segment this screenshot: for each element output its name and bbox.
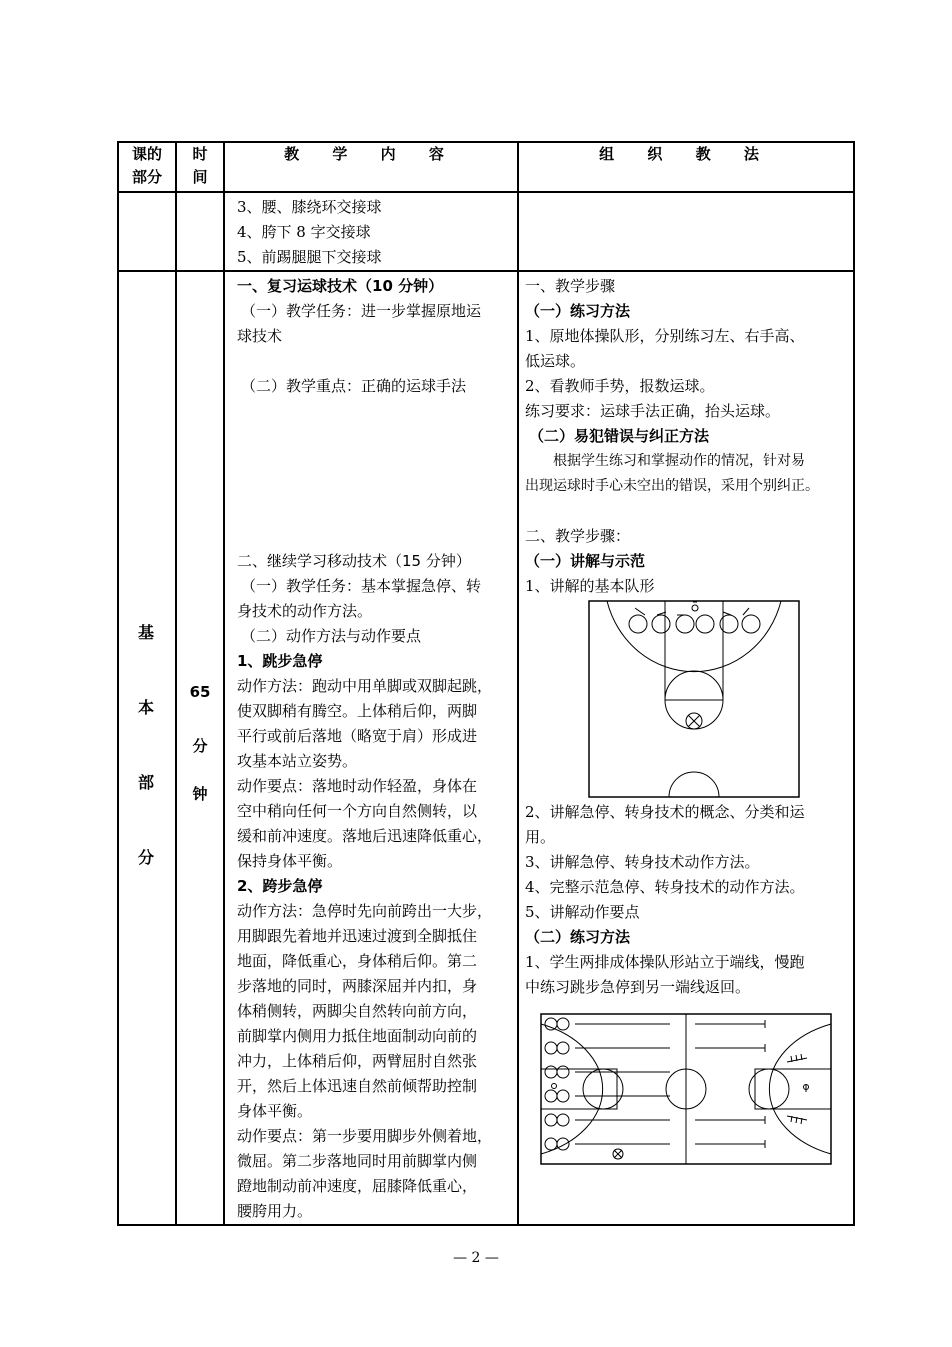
cell-main-content [224,271,518,1225]
text-line: 身技术的动作方法。 [237,602,373,620]
section-title: 二、教学步骤： [525,527,631,545]
text-line: 体稍侧转，两脚尖自然转向前方向， [237,1002,478,1020]
header-method [518,142,854,192]
text-line: 练习要求：运球手法正确，抬头运球。 [525,402,781,420]
text-line: 蹬地制动前冲速度，屈膝降低重心， [237,1177,478,1195]
header-part [118,142,176,192]
text-line: 前脚掌内侧用力抵住地面制动向前的 [237,1027,478,1045]
text-line: 用脚跟先着地并迅速过渡到全脚抵住 [237,927,478,945]
text-line: 2、看教师手势，报数运球。 [525,377,715,395]
spacer [237,449,511,474]
header-method-label: 组 织 教 法 [599,145,773,163]
text-line: 冲力，上体稍后仰，两臂屈肘自然张 [237,1052,478,1070]
text-line: 腰胯用力。 [237,1202,313,1220]
text-line: 攻基本站立姿势。 [237,752,358,770]
text-line: 保持身体平衡。 [237,852,343,870]
section-title: 二、继续学习移动技术（15 分钟） [237,552,471,570]
table-row-main [118,271,854,1225]
text-line: 动作方法：跑动中用单脚或双脚起跳， [237,677,493,695]
cell-time-empty [176,192,224,271]
header-time-line2: 间 [192,168,208,186]
cell-warmup-content [224,192,518,271]
text-line: 4、完整示范急停、转身技术的动作方法。 [525,878,805,896]
half-court-formation-diagram [525,600,849,800]
header-part-line1: 课的 [131,145,162,163]
list-item: 3、腰、膝绕环交接球 [237,198,382,216]
header-time [176,142,224,192]
spacer [237,524,511,549]
time-unit-char: 分 [192,737,208,755]
text-line: 1、原地体操队形，分别练习左、右手高、 [525,327,805,345]
subsection-title: （二）练习方法 [525,928,631,946]
part-label-char: 本 [138,698,155,717]
table-row-warmup [118,192,854,271]
spacer [237,399,511,424]
text-line: 动作方法：急停时先向前跨出一大步， [237,902,493,920]
text-line: 地面，降低重心，身体稍后仰。第二 [237,952,478,970]
text-line: 出现运球时手心未空出的错误，采用个别纠正。 [525,478,819,494]
text-line: 使双脚稍有腾空。上体稍后仰，两脚 [237,702,478,720]
header-content [224,142,518,192]
text-line: 空中稍向任何一个方向自然侧转，以 [237,802,478,820]
part-label-char: 分 [138,848,155,867]
cell-part-main [118,271,176,1225]
cell-warmup-method-empty [518,192,854,271]
text-line: 1、讲解的基本队形 [525,577,655,595]
text-line: 中练习跳步急停到另一端线返回。 [525,978,751,996]
table-header-row [118,142,854,192]
list-item: 4、胯下 8 字交接球 [237,223,371,241]
text-line: 2、讲解急停、转身技术的概念、分类和运 [525,803,805,821]
page-number: — 2 — [453,1250,499,1266]
text-line: 身体平衡。 [237,1102,313,1120]
text-line: （一）教学任务：基本掌握急停、转 [241,577,482,595]
time-value: 65 [189,683,211,701]
subsection-title: （一）讲解与示范 [525,552,646,570]
text-line: 用。 [525,828,556,846]
text-line: （二）教学重点：正确的运球手法 [241,377,467,395]
spacer [237,474,511,499]
part-label-char: 部 [138,773,155,792]
subsection-title: 2、跨步急停 [237,877,323,895]
time-unit-char: 钟 [192,785,208,803]
cell-part-empty [118,192,176,271]
text-line: 3、讲解急停、转身技术动作方法。 [525,853,760,871]
text-line: 低运球。 [525,352,586,370]
header-part-line2: 部分 [131,168,162,186]
list-item: 5、前踢腿腿下交接球 [237,248,382,266]
cell-main-method [518,271,854,1225]
text-line: 5、讲解动作要点 [525,903,640,921]
subsection-title: （一）练习方法 [525,302,631,320]
text-line: 开，然后上体迅速自然前倾帮助控制 [237,1077,478,1095]
lesson-plan-table [117,141,855,1226]
spacer [237,349,511,374]
section-title: 一、教学步骤 [525,277,616,295]
spacer [525,499,847,524]
header-time-line1: 时 [192,145,208,163]
text-line: 缓和前冲速度。落地后迅速降低重心， [237,827,493,845]
subsection-title: （二）易犯错误与纠正方法 [529,427,710,445]
text-line: 平行或前后落地（略宽于肩）形成进 [237,727,478,745]
spacer [237,499,511,524]
text-line: 动作要点：第一步要用脚步外侧着地， [237,1127,493,1145]
text-line: 动作要点：落地时动作轻盈，身体在 [237,777,478,795]
text-line: 球技术 [237,327,283,345]
header-content-label: 教 学 内 容 [284,145,458,163]
text-line: 1、学生两排成体操队形站立于端线，慢跑 [525,953,805,971]
full-court-drill-diagram [525,1008,849,1168]
part-label-char: 基 [138,623,155,642]
spacer [237,424,511,449]
section-title: 一、复习运球技术（10 分钟） [237,277,444,295]
text-line: （一）教学任务：进一步掌握原地运 [241,302,482,320]
text-line: （二）动作方法与动作要点 [241,627,422,645]
text-line: 根据学生练习和掌握动作的情况，针对易 [553,453,805,469]
subsection-title: 1、跳步急停 [237,652,323,670]
text-line: 微屈。第二步落地同时用前脚掌内侧 [237,1152,478,1170]
text-line: 步落地的同时，两膝深屈并内扣，身 [237,977,478,995]
